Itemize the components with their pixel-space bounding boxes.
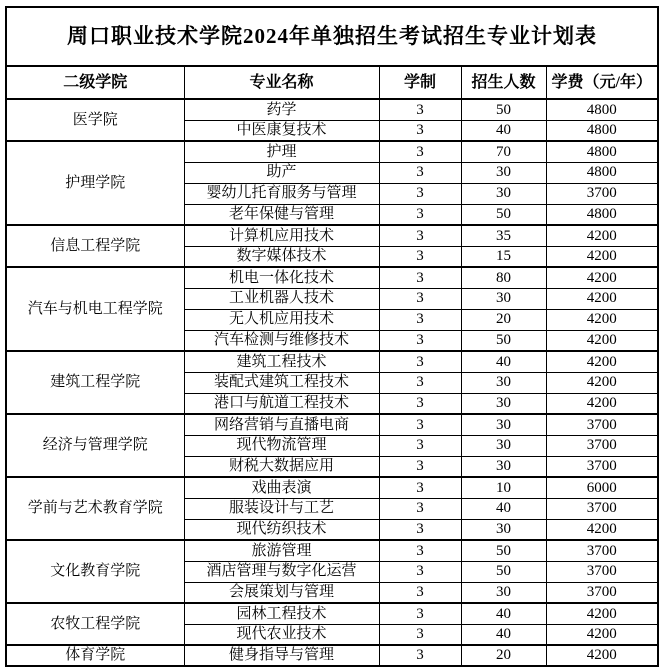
duration-cell: 3 (379, 414, 461, 435)
major-cell: 工业机器人技术 (184, 288, 379, 309)
college-cell: 农牧工程学院 (6, 603, 184, 645)
college-cell: 体育学院 (6, 645, 184, 666)
major-cell: 现代农业技术 (184, 624, 379, 645)
duration-cell: 3 (379, 225, 461, 246)
major-cell: 港口与航道工程技术 (184, 393, 379, 414)
fee-cell: 3700 (546, 540, 658, 561)
major-cell: 汽车检测与维修技术 (184, 330, 379, 351)
duration-cell: 3 (379, 204, 461, 225)
major-cell: 计算机应用技术 (184, 225, 379, 246)
duration-cell: 3 (379, 141, 461, 162)
duration-cell: 3 (379, 456, 461, 477)
column-header-major: 专业名称 (184, 66, 379, 99)
enrollment-plan-table (5, 6, 659, 667)
enrollment-cell: 40 (461, 624, 546, 645)
fee-cell: 4800 (546, 141, 658, 162)
college-cell: 建筑工程学院 (6, 351, 184, 414)
fee-cell: 4800 (546, 120, 658, 141)
enrollment-cell: 40 (461, 120, 546, 141)
enrollment-cell: 50 (461, 99, 546, 120)
major-cell: 药学 (184, 99, 379, 120)
enrollment-cell: 50 (461, 561, 546, 582)
fee-cell: 4200 (546, 372, 658, 393)
table-row (6, 414, 658, 435)
duration-cell: 3 (379, 330, 461, 351)
major-cell: 老年保健与管理 (184, 204, 379, 225)
college-cell: 文化教育学院 (6, 540, 184, 603)
enrollment-cell: 30 (461, 288, 546, 309)
enrollment-cell: 80 (461, 267, 546, 288)
fee-cell: 4200 (546, 330, 658, 351)
enrollment-cell: 30 (461, 435, 546, 456)
fee-cell: 3700 (546, 582, 658, 603)
fee-cell: 4200 (546, 246, 658, 267)
major-cell: 数字媒体技术 (184, 246, 379, 267)
column-header-duration: 学制 (379, 66, 461, 99)
enrollment-cell: 70 (461, 141, 546, 162)
enrollment-cell: 15 (461, 246, 546, 267)
major-cell: 服装设计与工艺 (184, 498, 379, 519)
table-row (6, 645, 658, 666)
major-cell: 无人机应用技术 (184, 309, 379, 330)
fee-cell: 3700 (546, 498, 658, 519)
college-cell: 经济与管理学院 (6, 414, 184, 477)
duration-cell: 3 (379, 120, 461, 141)
fee-cell: 4200 (546, 393, 658, 414)
fee-cell: 4800 (546, 204, 658, 225)
fee-cell: 4800 (546, 99, 658, 120)
major-cell: 婴幼儿托育服务与管理 (184, 183, 379, 204)
duration-cell: 3 (379, 351, 461, 372)
duration-cell: 3 (379, 624, 461, 645)
major-cell: 酒店管理与数字化运营 (184, 561, 379, 582)
duration-cell: 3 (379, 477, 461, 498)
fee-cell: 4800 (546, 162, 658, 183)
duration-cell: 3 (379, 603, 461, 624)
duration-cell: 3 (379, 498, 461, 519)
college-cell: 汽车与机电工程学院 (6, 267, 184, 351)
duration-cell: 3 (379, 99, 461, 120)
college-cell: 学前与艺术教育学院 (6, 477, 184, 540)
enrollment-cell: 50 (461, 204, 546, 225)
column-header-college: 二级学院 (6, 66, 184, 99)
major-cell: 现代纺织技术 (184, 519, 379, 540)
enrollment-cell: 30 (461, 162, 546, 183)
column-header-fee: 学费（元/年） (546, 66, 658, 99)
enrollment-cell: 30 (461, 519, 546, 540)
major-cell: 会展策划与管理 (184, 582, 379, 603)
duration-cell: 3 (379, 372, 461, 393)
table-title-row (6, 7, 658, 66)
college-cell: 医学院 (6, 99, 184, 141)
fee-cell: 3700 (546, 435, 658, 456)
fee-cell: 3700 (546, 561, 658, 582)
table-row (6, 351, 658, 372)
college-cell: 信息工程学院 (6, 225, 184, 267)
fee-cell: 3700 (546, 456, 658, 477)
major-cell: 中医康复技术 (184, 120, 379, 141)
enrollment-cell: 30 (461, 582, 546, 603)
table-row (6, 477, 658, 498)
enrollment-cell: 50 (461, 330, 546, 351)
table-row (6, 141, 658, 162)
table-header-row (6, 66, 658, 99)
fee-cell: 3700 (546, 414, 658, 435)
page-title: 周口职业技术学院2024年单独招生考试招生专业计划表 (6, 7, 658, 66)
table-row (6, 99, 658, 120)
table-body (6, 99, 658, 666)
fee-cell: 4200 (546, 267, 658, 288)
fee-cell: 4200 (546, 309, 658, 330)
major-cell: 助产 (184, 162, 379, 183)
major-cell: 网络营销与直播电商 (184, 414, 379, 435)
major-cell: 园林工程技术 (184, 603, 379, 624)
duration-cell: 3 (379, 288, 461, 309)
major-cell: 旅游管理 (184, 540, 379, 561)
college-cell: 护理学院 (6, 141, 184, 225)
fee-cell: 4200 (546, 603, 658, 624)
fee-cell: 4200 (546, 645, 658, 666)
duration-cell: 3 (379, 519, 461, 540)
major-cell: 戏曲表演 (184, 477, 379, 498)
column-header-enrollment: 招生人数 (461, 66, 546, 99)
enrollment-cell: 30 (461, 183, 546, 204)
major-cell: 建筑工程技术 (184, 351, 379, 372)
enrollment-cell: 40 (461, 603, 546, 624)
enrollment-cell: 30 (461, 372, 546, 393)
enrollment-cell: 30 (461, 414, 546, 435)
major-cell: 财税大数据应用 (184, 456, 379, 477)
fee-cell: 4200 (546, 288, 658, 309)
major-cell: 现代物流管理 (184, 435, 379, 456)
fee-cell: 4200 (546, 519, 658, 540)
duration-cell: 3 (379, 645, 461, 666)
duration-cell: 3 (379, 540, 461, 561)
duration-cell: 3 (379, 162, 461, 183)
major-cell: 健身指导与管理 (184, 645, 379, 666)
enrollment-cell: 30 (461, 393, 546, 414)
major-cell: 装配式建筑工程技术 (184, 372, 379, 393)
duration-cell: 3 (379, 435, 461, 456)
duration-cell: 3 (379, 309, 461, 330)
fee-cell: 4200 (546, 351, 658, 372)
major-cell: 护理 (184, 141, 379, 162)
enrollment-cell: 20 (461, 309, 546, 330)
enrollment-cell: 20 (461, 645, 546, 666)
duration-cell: 3 (379, 393, 461, 414)
fee-cell: 6000 (546, 477, 658, 498)
fee-cell: 4200 (546, 225, 658, 246)
duration-cell: 3 (379, 582, 461, 603)
enrollment-cell: 35 (461, 225, 546, 246)
duration-cell: 3 (379, 561, 461, 582)
table-row (6, 267, 658, 288)
duration-cell: 3 (379, 183, 461, 204)
major-cell: 机电一体化技术 (184, 267, 379, 288)
enrollment-cell: 40 (461, 498, 546, 519)
duration-cell: 3 (379, 267, 461, 288)
table-row (6, 540, 658, 561)
table-row (6, 603, 658, 624)
table-row (6, 225, 658, 246)
fee-cell: 4200 (546, 624, 658, 645)
enrollment-cell: 30 (461, 456, 546, 477)
fee-cell: 3700 (546, 183, 658, 204)
enrollment-cell: 50 (461, 540, 546, 561)
duration-cell: 3 (379, 246, 461, 267)
enrollment-cell: 10 (461, 477, 546, 498)
enrollment-cell: 40 (461, 351, 546, 372)
